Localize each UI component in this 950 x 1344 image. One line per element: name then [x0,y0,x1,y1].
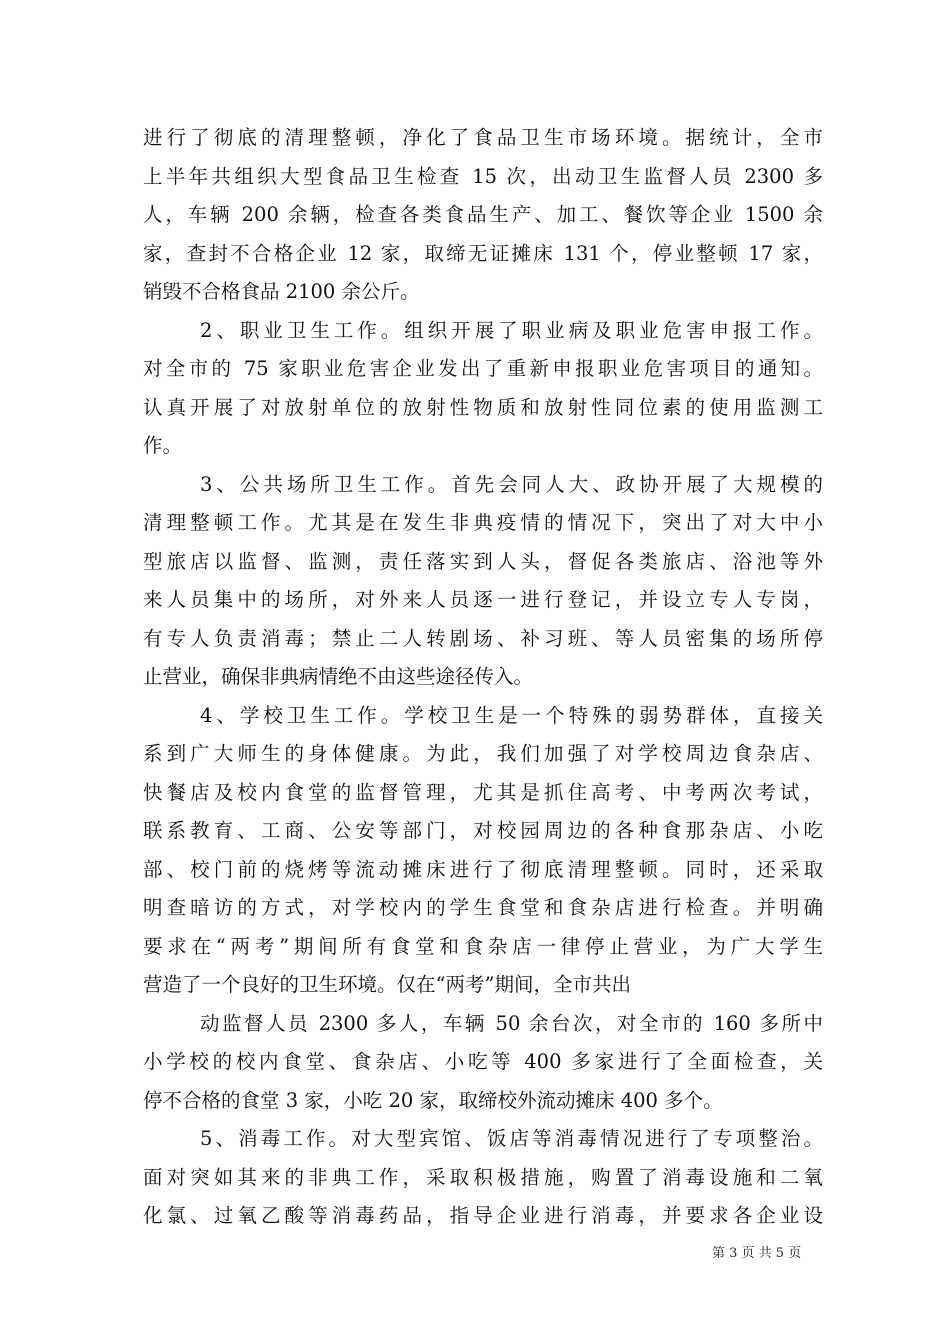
text-line: 作。 [143,434,183,457]
text-line: 停不合格的食堂 3 家，小吃 20 家，取缔校外流动摊床 400 多个。 [143,1088,723,1112]
text-line: 部、校门前的烧烤等流动摊床进行了彻底清理整顿。同时，还采取 [143,857,823,881]
text-line: 人，车辆 200 余辆，检查各类食品生产、加工、餐饮等企业 1500 余 [143,203,823,226]
text-line: 家，查封不合格企业 12 家，取缔无证摊床 131 个，停业整顿 17 家， [143,241,823,265]
document-body [143,119,823,1236]
text-line: 5、消毒工作。对大型宾馆、饭店等消毒情况进行了专项整治。 [200,1127,823,1150]
text-line: 2、职业卫生工作。组织开展了职业病及职业危害申报工作。 [200,318,823,342]
text-line: 上半年共组织大型食品卫生检查 15 次，出动卫生监督人员 2300 多 [143,164,823,188]
text-line: 有专人负责消毒；禁止二人转剧场、补习班、等人员密集的场所停 [143,626,823,650]
text-line: 4、学校卫生工作。学校卫生是一个特殊的弱势群体，直接关 [200,703,823,727]
text-line: 动监督人员 2300 多人，车辆 50 余台次，对全市的 160 多所中 [200,1011,823,1035]
text-line: 营造了一个良好的卫生环境。仅在“两考”期间，全市共出 [143,973,631,996]
text-line: 进行了彻底的清理整顿，净化了食品卫生市场环境。据统计，全市 [143,126,823,149]
page-number-footer: 第 3 页 共 5 页 [712,1246,802,1261]
text-line: 快餐店及校内食堂的监督管理，尤其是抓住高考、中考两次考试， [143,780,823,804]
text-line: 明查暗访的方式，对学校内的学生食堂和食杂店进行检查。并明确 [143,896,823,919]
text-line: 对全市的 75 家职业危害企业发出了重新申报职业危害项目的通知。 [143,357,823,380]
text-line: 面对突如其来的非典工作，采取积极措施，购置了消毒设施和二氧 [143,1165,823,1189]
text-line: 来人员集中的场所，对外来人员逐一进行登记，并设立专人专岗， [143,588,823,611]
text-line: 化氯、过氧乙酸等消毒药品，指导企业进行消毒，并要求各企业设 [143,1204,823,1227]
text-line: 系到广大师生的身体健康。为此，我们加强了对学校周边食杂店、 [143,742,823,765]
text-line: 3、公共场所卫生工作。首先会同人大、政协开展了大规模的 [200,472,823,496]
text-line: 联系教育、工商、公安等部门，对校园周边的各种食那杂店、小吃 [143,819,823,842]
text-line: 销毁不合格食品 2100 余公斤。 [143,280,420,303]
text-line: 小学校的校内食堂、食杂店、小吃等 400 多家进行了全面检查，关 [143,1050,823,1073]
text-line: 止营业，确保非典病情绝不由这些途径传入。 [143,665,534,688]
text-line: 认真开展了对放射单位的放射性物质和放射性同位素的使用监测工 [143,395,823,419]
text-line: 清理整顿工作。尤其是在发生非典疫情的情况下，突出了对大中小 [143,511,823,534]
text-line: 型旅店以监督、监测，责任落实到人头，督促各类旅店、浴池等外 [143,549,823,573]
text-line: 要求在“两考”期间所有食堂和食杂店一律停止营业，为广大学生 [143,934,823,958]
